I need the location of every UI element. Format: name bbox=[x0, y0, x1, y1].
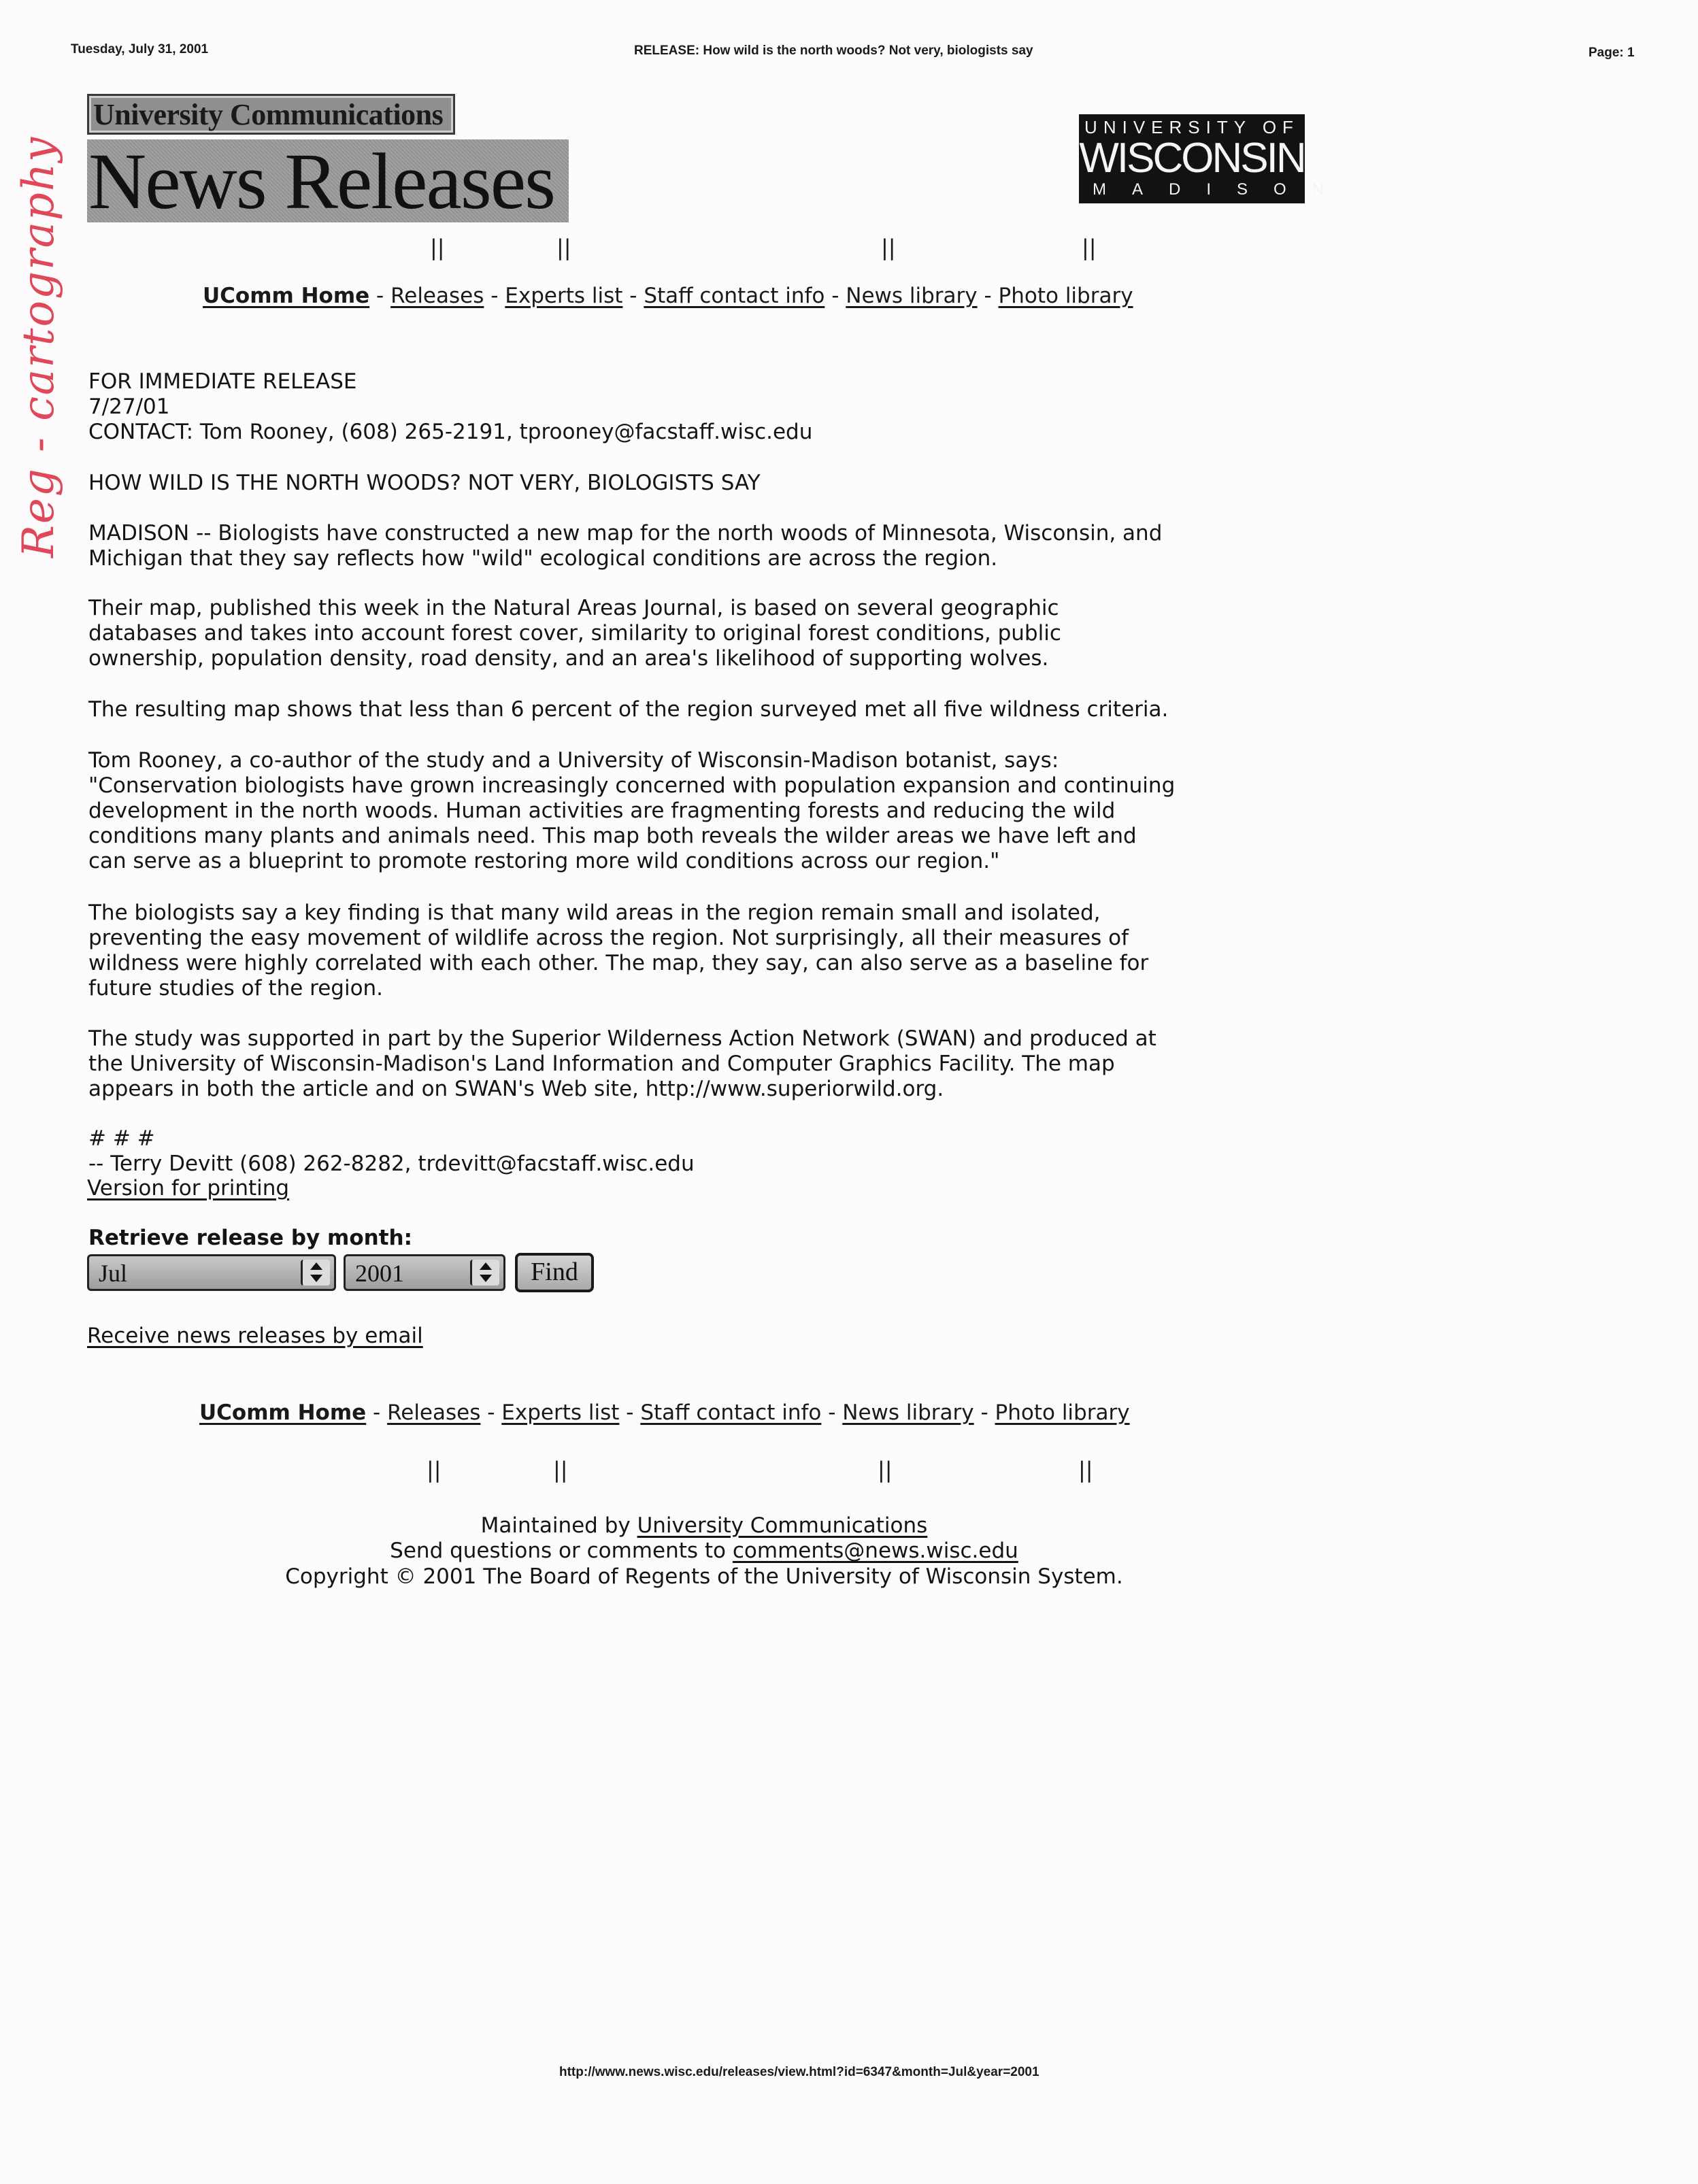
print-date: Tuesday, July 31, 2001 bbox=[71, 42, 209, 56]
month-select[interactable] bbox=[87, 1254, 336, 1291]
nav-ucomm-home-link[interactable]: UComm Home bbox=[199, 1400, 367, 1425]
nav-experts-link[interactable]: Experts list bbox=[505, 284, 623, 308]
nav-divider: - bbox=[480, 1400, 502, 1425]
logo-line-1: UNIVERSITY OF bbox=[1084, 117, 1299, 137]
release-paragraph: The study was supported in part by the Superior Wilderness Action Network (SWAN) and produced at the University of Wisconsin-Madison's Land Information and Computer Graphics Facility. The map appears in both the article and on SWAN's Web site, http://www.superiorwild.org. bbox=[88, 1026, 1156, 1101]
month-value: Jul bbox=[99, 1260, 128, 1287]
nav-separator: || bbox=[430, 235, 445, 261]
page-number: Page: 1 bbox=[1588, 46, 1635, 60]
news-releases-banner[interactable] bbox=[87, 137, 569, 226]
comments-email-link[interactable]: comments@news.wisc.edu bbox=[732, 1539, 1018, 1563]
nav-staff-contact-link[interactable]: Staff contact info bbox=[640, 1400, 822, 1425]
release-header: FOR IMMEDIATE RELEASE 7/27/01 CONTACT: Tom Rooney, (608) 265-2191, tprooney@facstaff.wisc.edu bbox=[88, 369, 813, 444]
release-paragraph: MADISON -- Biologists have constructed a new map for the north woods of Minnesota, Wisconsin, and Michigan that they say reflects how "wild" ecological conditions are across the region. bbox=[88, 521, 1163, 571]
uw-madison-logo[interactable] bbox=[1079, 114, 1350, 203]
receive-email-link[interactable]: Receive news releases by email bbox=[87, 1324, 423, 1348]
print-footer-url: http://www.news.wisc.edu/releases/view.html?id=6347&month=Jul&year=2001 bbox=[559, 2065, 1039, 2079]
nav-separator: || bbox=[427, 1457, 442, 1483]
release-paragraph: The biologists say a key finding is that many wild areas in the region remain small and isolated, preventing the easy movement of wildlife across the region. Not surprisingly, all their measures of wildness were highly correlated with each other. The map, they say, can also serve as a baseline for future studies of the region. bbox=[88, 901, 1149, 1001]
nav-photo-library-link[interactable]: Photo library bbox=[995, 1400, 1130, 1425]
nav-divider: - bbox=[619, 1400, 641, 1425]
nav-divider: - bbox=[977, 284, 999, 308]
release-author: -- Terry Devitt (608) 262-8282, trdevitt@facstaff.wisc.edu bbox=[88, 1152, 695, 1176]
nav-divider: - bbox=[821, 1400, 843, 1425]
nav-divider: - bbox=[973, 1400, 995, 1425]
nav-releases-link[interactable]: Releases bbox=[387, 1400, 481, 1425]
copyright: Copyright © 2001 The Board of Regents of the University of Wisconsin System. bbox=[285, 1564, 1123, 1589]
year-value: 2001 bbox=[355, 1260, 404, 1287]
bottom-nav bbox=[199, 1400, 1130, 1425]
year-select[interactable] bbox=[344, 1254, 505, 1291]
nav-separator: || bbox=[553, 1457, 568, 1483]
nav-releases-link[interactable]: Releases bbox=[390, 284, 484, 308]
university-communications-link[interactable]: University Communications bbox=[637, 1513, 928, 1538]
nav-staff-contact-link[interactable]: Staff contact info bbox=[644, 284, 825, 308]
maintained-prefix: Maintained by bbox=[480, 1513, 637, 1538]
release-paragraph: The resulting map shows that less than 6 percent of the region surveyed met all five wildness criteria. bbox=[88, 697, 1169, 722]
nav-experts-link[interactable]: Experts list bbox=[501, 1400, 620, 1425]
logo-line-2: WISCONSIN bbox=[1079, 135, 1305, 182]
nav-ucomm-home-link[interactable]: UComm Home bbox=[203, 284, 370, 308]
nav-divider: - bbox=[369, 284, 391, 308]
select-arrows-icon bbox=[470, 1260, 499, 1286]
nav-separator: || bbox=[878, 1457, 893, 1483]
questions-prefix: Send questions or comments to bbox=[390, 1539, 733, 1563]
nav-divider: - bbox=[622, 284, 644, 308]
release-headline: HOW WILD IS THE NORTH WOODS? NOT VERY, BIOLOGISTS SAY bbox=[88, 471, 761, 495]
department-label: University Communications bbox=[93, 98, 444, 131]
nav-divider: - bbox=[484, 284, 505, 308]
nav-separator: || bbox=[1078, 1457, 1093, 1483]
nav-photo-library-link[interactable]: Photo library bbox=[998, 284, 1133, 308]
questions-line bbox=[0, 1538, 1408, 1564]
logo-line-3: MADISON bbox=[1093, 180, 1350, 199]
maintained-by bbox=[0, 1513, 1408, 1539]
select-arrows-icon bbox=[301, 1260, 330, 1286]
nav-news-library-link[interactable]: News library bbox=[842, 1400, 974, 1425]
university-communications-banner[interactable] bbox=[87, 94, 455, 135]
nav-divider: - bbox=[825, 284, 846, 308]
section-title: News Releases bbox=[88, 137, 555, 226]
version-for-printing-link[interactable]: Version for printing bbox=[87, 1176, 290, 1200]
handwritten-annotation: Reg - cartography bbox=[14, 135, 64, 558]
print-title: RELEASE: How wild is the north woods? Not very, biologists say bbox=[634, 44, 1033, 58]
release-paragraph: Tom Rooney, a co-author of the study and a University of Wisconsin-Madison botanist, says: "Conservation biologists have grown increasingly concerned with population expansion and continuing development in the north woods. Human activities are fragmenting forests and reducing the wild conditions many plants and animals need. This map both reveals the wilder areas we have left and can serve as a blueprint to promote restoring more wild conditions across our region." bbox=[88, 748, 1176, 873]
end-mark: # # # bbox=[88, 1126, 155, 1151]
nav-news-library-link[interactable]: News library bbox=[846, 284, 978, 308]
find-button[interactable]: Find bbox=[515, 1253, 594, 1292]
nav-separator: || bbox=[556, 235, 571, 261]
nav-separator: || bbox=[1082, 235, 1097, 261]
release-paragraph: Their map, published this week in the Natural Areas Journal, is based on several geographic databases and takes into account forest cover, similarity to original forest conditions, public ownership, population density, road density, and an area's likelihood of supporting wolves. bbox=[88, 596, 1061, 671]
top-nav bbox=[203, 284, 1133, 308]
retrieve-label: Retrieve release by month: bbox=[88, 1226, 412, 1250]
nav-separator: || bbox=[881, 235, 896, 261]
nav-divider: - bbox=[366, 1400, 388, 1425]
